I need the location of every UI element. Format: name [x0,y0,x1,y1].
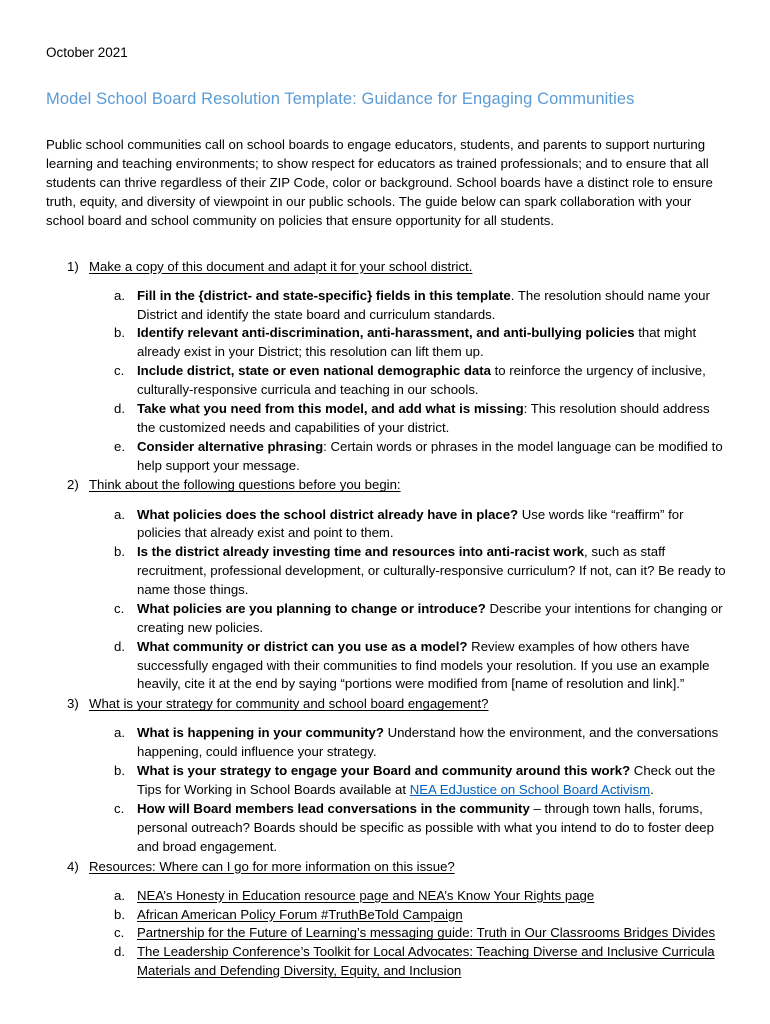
list-item-body [137,762,726,800]
list-item-marker: b. [114,544,125,560]
list-item [89,724,726,762]
list-item [89,600,726,638]
list-item-lead: What is happening in your community? [137,725,384,741]
list-item-marker: a. [114,887,125,903]
section-4-heading: Resources: Where can I go for more information on this issue? [89,858,455,874]
list-item-body [137,724,726,762]
list-item-rest: Use words like “reaffirm” for policies that already exist and point to them. [137,506,684,541]
list-item [89,324,726,362]
section-3-heading: What is your strategy for community and school board engagement? [89,696,489,712]
list-item-lead: Fill in the {district- and state-specific} fields in this template [137,287,511,303]
resource-link-aapf-truthbetold[interactable]: African American Policy Forum #TruthBeTold Campaign [137,906,463,922]
list-item [89,638,726,695]
list-item-body [137,324,726,362]
list-item-body [137,543,726,600]
list-item-rest: to reinforce the urgency of inclusive, culturally-responsive curricula and teaching in our schools. [137,363,706,398]
list-item [89,506,726,544]
list-item [89,887,726,906]
list-item-lead: Identify relevant anti-discrimination, anti-harassment, and anti-bullying policies [137,325,635,341]
page-title: Model School Board Resolution Template: Guidance for Engaging Communities [46,90,635,109]
list-item-marker: a. [114,287,125,303]
nea-edjustice-link[interactable]: NEA EdJustice on School Board Activism [409,782,651,798]
resource-link-leadership-conference-toolkit[interactable]: The Leadership Conference’s Toolkit for Local Advocates: Teaching Diverse and Inclusive Curricula Materials and Defending Diversity, Equity, and Inclusion [137,944,715,979]
list-item-body [137,506,726,544]
section-4-marker: 4) [67,858,79,874]
list-item-lead: What policies are you planning to change or introduce? [137,600,486,616]
list-item-marker: d. [114,944,125,960]
list-item [89,438,726,476]
list-item-rest: that might already exist in your District; this resolution can lift them up. [137,325,697,360]
list-item-lead: How will Board members lead conversations in the community [137,800,530,816]
section-1 [46,257,726,476]
section-4 [46,857,726,982]
list-item-body [137,638,726,695]
list-item-rest: , such as staff recruitment, professional development, or culturally-responsive curriculum? If not, can it? Be ready to name those things. [137,544,726,598]
list-item-marker: e. [114,438,125,454]
list-item-rest: Describe your intentions for changing or creating new policies. [137,600,723,635]
list-item-marker: c. [114,600,125,616]
list-item [89,362,726,400]
list-item-rest: Check out the Tips for Working in School Boards available at [137,763,716,798]
list-item-marker: c. [114,925,125,941]
list-item-marker: a. [114,506,125,522]
list-item-body [137,800,726,857]
list-item [89,543,726,600]
resource-link-nea-honesty[interactable]: NEA’s Honesty in Education resource page and NEA’s Know Your Rights page [137,887,595,903]
list-item-lead: Take what you need from this model, and add what is missing [137,400,524,416]
list-item-body [137,362,726,400]
list-item-marker: b. [114,763,125,779]
resource-link-partnership-future-learning[interactable]: Partnership for the Future of Learning’s messaging guide: Truth in Our Classrooms Bridges Divides [137,925,716,941]
section-1-items [89,287,726,476]
section-3-marker: 3) [67,696,79,712]
list-item [89,924,726,943]
list-item-marker: b. [114,325,125,341]
section-1-heading: Make a copy of this document and adapt it for your school district. [89,258,473,274]
list-item-marker: c. [114,800,125,816]
list-item-rest: . The resolution should name your District and identify the state board and curriculum standards. [137,287,710,322]
document-date: October 2021 [46,45,128,60]
list-item-body [137,287,726,325]
list-item [89,287,726,325]
list-item-rest: : This resolution should address the customized needs and capabilities of your district. [137,400,710,435]
list-item-body [137,600,726,638]
list-item-marker: b. [114,906,125,922]
list-item-rest: : Certain words or phrases in the model language can be modified to help support your message. [137,438,723,473]
list-item [89,943,726,981]
list-item-lead: Consider alternative phrasing [137,438,324,454]
intro-paragraph: Public school communities call on school boards to engage educators, students, and parents to support nurturing learning and teaching environments; to show respect for educators as trained professionals; and to ensure that all students can thrive regardless of their ZIP Code, color or background. School boards have a distinct role to ensure truth, equity, and diversity of viewpoint in our public schools. The guide below can spark collaboration with your school board and school community on policies that ensure opportunity for all students. [46,136,713,229]
list-item [89,906,726,925]
section-3-items [89,724,726,856]
section-4-items [89,887,726,981]
list-item-marker: a. [114,725,125,741]
list-item-body [137,438,726,476]
list-item-rest: Understand how the environment, and the conversations happening, could influence your strategy. [137,725,719,760]
list-item-marker: d. [114,400,125,416]
list-item-marker: d. [114,638,125,654]
section-3 [46,694,726,856]
section-1-marker: 1) [67,258,79,274]
list-item-lead: What policies does the school district already have in place? [137,506,519,522]
list-item-rest: Review examples of how others have successfully engaged with their communities to find models your resolution. If you use an example heavily, cite it at the end by saying “portions were modified from [name of resolution and link].” [137,638,710,692]
list-item-lead: What is your strategy to engage your Board and community around this work? [137,763,631,779]
list-item [89,800,726,857]
section-2-marker: 2) [67,477,79,493]
section-2-heading: Think about the following questions before you begin: [89,477,401,493]
list-item-body [137,400,726,438]
list-item [89,762,726,800]
list-item-marker: c. [114,363,125,379]
list-item-lead: What community or district can you use as a model? [137,638,468,654]
section-2-items [89,506,726,695]
list-item-lead: Include district, state or even national demographic data [137,363,491,379]
section-2 [46,475,726,694]
guidance-list [46,257,726,982]
list-item-lead: Is the district already investing time and resources into anti-racist work [137,544,585,560]
list-item [89,400,726,438]
list-item-rest: – through town halls, forums, personal outreach? Boards should be specific as possible with what you intend to do to foster deep and broad engagement. [137,800,714,854]
list-item-rest-2: . [650,782,654,798]
